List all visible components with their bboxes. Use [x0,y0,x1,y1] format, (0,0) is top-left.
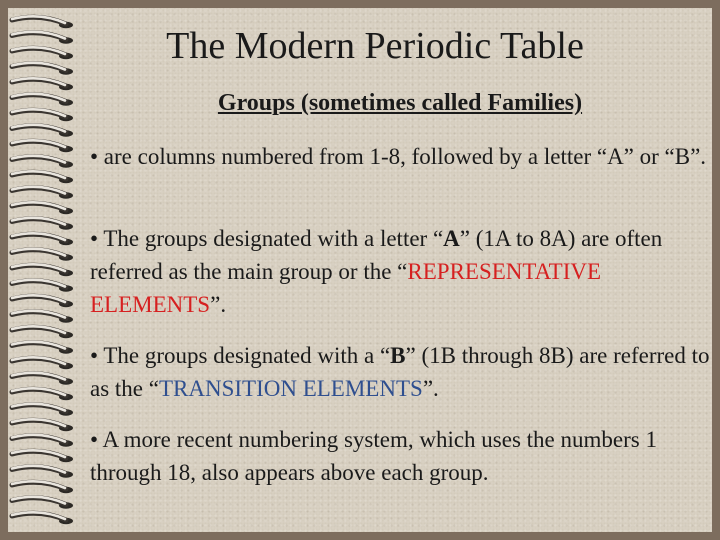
bullet-4: • A more recent numbering system, which uses the numbers 1 through 18, also appears above each group. [90,427,657,485]
binding-ring [12,233,73,245]
binding-ring [12,342,73,354]
binding-ring [12,419,73,431]
binding-ring [12,497,73,509]
binding-ring [12,156,73,168]
binding-ring [12,16,73,28]
binding-ring [12,187,73,199]
binding-ring [12,171,73,183]
bullet-2-letter: A [443,226,460,251]
binding-ring [12,435,73,447]
binding-ring [12,78,73,90]
binding-ring [12,481,73,493]
binding-ring [12,264,73,276]
bullet-3-prefix: • The groups designated with a “ [90,343,391,368]
binding-ring [12,450,73,462]
binding-ring [12,388,73,400]
binding-ring [12,202,73,214]
binding-ring [12,32,73,44]
representative-elements-highlight: REPRESENTATIVE ELEMENTS [90,259,602,317]
slide-title: The Modern Periodic Table [166,25,584,67]
binding-ring [12,280,73,292]
bullet-3-suffix: ”. [422,376,439,401]
binding-ring [12,47,73,59]
bullet-2 [90,222,715,321]
bullet-2-middle: ” (1A to 8A) are often referred as the main group or the “ [90,226,663,284]
binding-ring [12,94,73,106]
binding-ring [12,512,73,524]
bullet-2-prefix: • The groups designated with a letter “ [90,226,444,251]
bullet-2-suffix: ”. [210,292,227,317]
bullet-1: • are columns numbered from 1-8, followed by a letter “A” or “B”. [90,144,707,169]
binding-ring [12,373,73,385]
binding-ring [12,357,73,369]
binding-ring [12,249,73,261]
binding-ring [12,63,73,75]
binding-ring [12,140,73,152]
binding-ring [12,125,73,137]
slide-subtitle: Groups (sometimes called Families) [217,90,583,116]
transition-elements-highlight: TRANSITION ELEMENTS [158,376,423,401]
binding-ring [12,109,73,121]
binding-ring [12,295,73,307]
binding-ring [12,326,73,338]
bullet-3-middle: ” (1B through 8B) are referred to as the “ [90,343,710,401]
binding-ring [12,218,73,230]
binding-ring [12,404,73,416]
binding-ring [12,466,73,478]
spiral-binding-icon [0,0,90,540]
binding-ring [12,311,73,323]
bullet-3 [90,339,715,405]
bullet-3-letter: B [390,343,406,368]
